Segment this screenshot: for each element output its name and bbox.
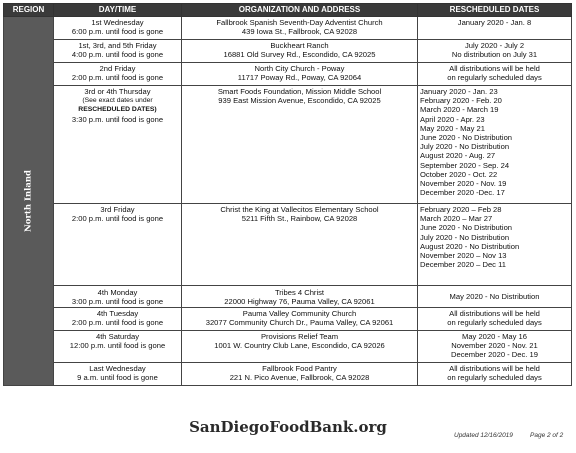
time-text: 4:00 p.m. until food is gone — [71, 50, 164, 60]
rescheduled-note: on regularly scheduled days — [447, 373, 542, 383]
header-region: REGION — [4, 4, 54, 17]
organization-address: 22000 Highway 76, Pauma Valley, CA 92061 — [224, 296, 375, 306]
organization-address: 11717 Poway Rd., Poway, CA 92064 — [237, 73, 362, 83]
rescheduled-cell — [418, 204, 572, 286]
header-rescheduled-dates: RESCHEDULED DATES — [418, 4, 572, 17]
organization-cell — [182, 40, 418, 63]
time-text: 2:00 p.m. until food is gone — [71, 318, 164, 328]
table-row — [4, 40, 572, 63]
region-cell — [4, 17, 54, 386]
organization-address: 439 Iowa St., Fallbrook, CA 92028 — [241, 27, 358, 37]
organization-cell — [182, 17, 418, 40]
organization-cell — [182, 331, 418, 363]
day-text: 3rd or 4th Thursday — [84, 87, 151, 96]
table-header-row — [4, 4, 572, 17]
organization-name: North City Church - Poway — [254, 64, 345, 73]
header-organization-address: ORGANIZATION AND ADDRESS — [182, 4, 418, 17]
organization-cell — [182, 363, 418, 386]
organization-cell — [182, 308, 418, 331]
rescheduled-cell — [418, 308, 572, 331]
rescheduled-date: August 2020 - Aug. 27 — [420, 151, 496, 161]
rescheduled-cell — [418, 331, 572, 363]
rescheduled-date: May 2020 - May 21 — [420, 123, 485, 133]
day-text: Last Wednesday — [89, 364, 146, 373]
rescheduled-date: December 2020 -Dec. 17 — [420, 188, 505, 198]
rescheduled-note: on regularly scheduled days — [447, 73, 542, 83]
rescheduled-date: May 2020 - No Distribution — [449, 291, 540, 301]
organization-name: Fallbrook Food Pantry — [262, 364, 337, 373]
organization-name: Christ the King at Vallecitos Elementary School — [220, 205, 379, 214]
organization-address: 1001 W. Country Club Lane, Escondido, CA 92026 — [214, 341, 385, 351]
rescheduled-note: All distributions will be held — [449, 64, 540, 73]
day-time-cell — [54, 17, 182, 40]
table-row — [4, 286, 572, 308]
day-time-cell — [54, 63, 182, 86]
day-time-cell — [54, 331, 182, 363]
schedule-table — [3, 3, 572, 386]
organization-name: Provisions Relief Team — [260, 332, 339, 341]
organization-cell — [182, 204, 418, 286]
table-row — [4, 331, 572, 363]
rescheduled-date: July 2020 - No Distribution — [420, 142, 510, 152]
rescheduled-date: February 2020 - Feb. 20 — [420, 96, 502, 106]
organization-cell — [182, 86, 418, 204]
rescheduled-note: All distributions will be held — [449, 364, 540, 373]
rescheduled-date: September 2020 - Sep. 24 — [420, 160, 510, 170]
rescheduled-date: October 2020 - Oct. 22 — [420, 169, 498, 179]
rescheduled-date: December 2020 - Dec. 19 — [451, 350, 538, 360]
day-note: (See exact dates under — [82, 97, 153, 105]
table-row — [4, 86, 572, 204]
rescheduled-date: July 2020 - July 2 — [464, 41, 525, 50]
organization-name: Smart Foods Foundation, Mission Middle School — [217, 87, 382, 96]
table-row — [4, 63, 572, 86]
day-text: 4th Saturday — [95, 332, 140, 341]
day-text: 4th Monday — [97, 287, 138, 297]
day-time-cell — [54, 86, 182, 204]
rescheduled-date: March 2020 – Mar 27 — [420, 214, 493, 224]
rescheduled-cell — [418, 40, 572, 63]
organization-name: Fallbrook Spanish Seventh-Day Adventist Church — [216, 18, 383, 27]
rescheduled-date: January 2020 - Jan. 23 — [420, 87, 498, 96]
footer-updated-date: Updated 12/16/2019 — [454, 432, 513, 439]
time-text: 12:00 p.m. until food is gone — [69, 341, 166, 351]
time-text: 3:30 p.m. until food is gone — [71, 114, 164, 124]
day-text: 1st, 3rd, and 5th Friday — [78, 41, 157, 50]
rescheduled-cell — [418, 363, 572, 386]
organization-address: 221 N. Pico Avenue, Fallbrook, CA 92028 — [229, 373, 370, 383]
day-time-cell — [54, 204, 182, 286]
rescheduled-date: November 2020 – Nov 13 — [420, 251, 507, 261]
table-row — [4, 363, 572, 386]
rescheduled-date: November 2020 - Nov. 21 — [451, 341, 538, 351]
day-text: 4th Tuesday — [96, 309, 139, 318]
time-text: 3:00 p.m. until food is gone — [71, 296, 164, 306]
table-row — [4, 308, 572, 331]
day-text: 2nd Friday — [99, 64, 136, 73]
rescheduled-date: November 2020 - Nov. 19 — [420, 179, 507, 189]
table-row — [4, 204, 572, 286]
organization-address: 5211 Fifth St., Rainbow, CA 92028 — [241, 214, 358, 224]
organization-address: 32077 Community Church Dr., Pauma Valley, CA 92061 — [205, 318, 394, 328]
rescheduled-date: August 2020 - No Distribution — [420, 241, 520, 251]
rescheduled-date: January 2020 - Jan. 8 — [457, 18, 532, 27]
table-row — [4, 17, 572, 40]
day-text: 1st Wednesday — [91, 18, 144, 27]
organization-address: 939 East Mission Avenue, Escondido, CA 92025 — [218, 96, 381, 106]
rescheduled-date: February 2020 – Feb 28 — [420, 205, 502, 214]
rescheduled-date: April 2020 - Apr. 23 — [420, 114, 485, 124]
time-text: 2:00 p.m. until food is gone — [71, 214, 164, 224]
day-time-cell — [54, 286, 182, 308]
day-time-cell — [54, 308, 182, 331]
rescheduled-cell — [418, 17, 572, 40]
region-label: North Inland — [22, 170, 33, 232]
organization-name: Buckheart Ranch — [270, 41, 329, 50]
day-time-cell — [54, 363, 182, 386]
rescheduled-date: May 2020 - May 16 — [462, 332, 527, 341]
organization-address: 16881 Old Survey Rd., Escondido, CA 92025 — [223, 50, 376, 60]
organization-name: Pauma Valley Community Church — [242, 309, 357, 318]
rescheduled-cell — [418, 286, 572, 308]
organization-cell — [182, 286, 418, 308]
day-text: 3rd Friday — [100, 205, 135, 214]
time-text: 2:00 p.m. until food is gone — [71, 73, 164, 83]
rescheduled-date: June 2020 - No Distribution — [420, 133, 513, 143]
rescheduled-note: on regularly scheduled days — [447, 318, 542, 328]
rescheduled-cell — [418, 86, 572, 204]
rescheduled-cell — [418, 63, 572, 86]
footer-website: SanDiegoFoodBank.org — [189, 418, 387, 436]
day-note: RESCHEDULED DATES) — [78, 106, 157, 114]
organization-name: Tribes 4 Christ — [274, 287, 325, 297]
day-time-cell — [54, 40, 182, 63]
header-day-time: DAY/TIME — [54, 4, 182, 17]
rescheduled-date: March 2020 - March 19 — [420, 105, 499, 115]
rescheduled-date: June 2020 - No Distribution — [420, 223, 513, 233]
footer-page-number: Page 2 of 2 — [530, 432, 564, 439]
organization-cell — [182, 63, 418, 86]
rescheduled-note: All distributions will be held — [449, 309, 540, 318]
time-text: 9 a.m. until food is gone — [77, 373, 158, 383]
time-text: 6:00 p.m. until food is gone — [71, 27, 164, 37]
rescheduled-date: December 2020 – Dec 11 — [420, 260, 506, 270]
rescheduled-date: No distribution on July 31 — [451, 50, 538, 60]
rescheduled-date: July 2020 - No Distribution — [420, 232, 510, 242]
